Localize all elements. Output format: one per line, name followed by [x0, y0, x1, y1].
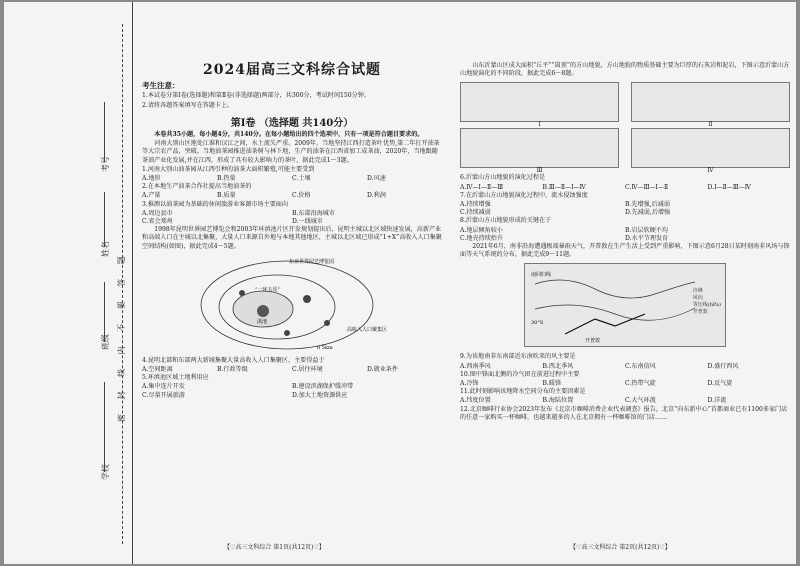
- cluster-dot: [303, 295, 311, 303]
- name-label: 姓名: [101, 241, 110, 257]
- option: D.风速: [367, 175, 386, 183]
- question: 11.此时刻影响该地降水空间分布的主要因素是: [460, 388, 586, 396]
- isobar: [535, 305, 695, 320]
- block-label: Ⅱ: [708, 121, 713, 129]
- seal-border: [132, 2, 133, 564]
- question: 4.昆明北部和东部两大新城集聚大量高收入人口集聚区，主要得益于: [142, 356, 325, 364]
- option: C.土壤: [292, 175, 311, 183]
- seal-warning: 密 封 线 内 不 要 答 题: [117, 250, 126, 422]
- option: A.集中连片开发: [142, 383, 185, 391]
- option: D.先减弱,后增强: [625, 209, 671, 217]
- question: 2.在本地生产油茶合作社提高当地油茶的: [142, 183, 252, 191]
- diagram-label: 0 5km: [317, 344, 333, 351]
- option: D.加大土地资源供应: [292, 391, 348, 399]
- legend-item: 开普敦: [692, 309, 708, 316]
- passage: 河南大别山区地处江淮和汉江之间，水土流失严重。2009年，当地坚持江西打造茶叶优势,第二年打开油茶等大宗农产品，突破。当地油茶园推进油茶树与林下地，生产的油茶在江西省加工成茶油，2020年，当地跟随茶油产业化发展,并在江西，形成了具有较大影响力的茶叶，据此完成1～3题。: [142, 140, 440, 164]
- question: 1.河南大别山油茶园从江西引种的油茶大面积繁殖,可能主要受到: [142, 165, 315, 173]
- lake-mark: [257, 305, 269, 317]
- seal-strip: [4, 2, 132, 564]
- option: C.地壳持续抬升: [460, 234, 503, 242]
- map-label: 南回归线: [531, 272, 552, 279]
- option: D.水平节理发育: [625, 234, 669, 242]
- option: D.利润: [367, 192, 386, 200]
- question: 7.在沂蒙山方山地貌演化过程中，流水侵蚀强度: [460, 191, 588, 199]
- page-2-column: [460, 62, 790, 423]
- option: D.Ⅰ—Ⅱ—Ⅲ—Ⅳ: [707, 183, 751, 191]
- option: D.洋流: [707, 397, 727, 405]
- block-diagram-4: [631, 128, 790, 175]
- isobar: [535, 280, 695, 298]
- option: B.Ⅲ—Ⅱ—Ⅰ—Ⅳ: [542, 183, 586, 191]
- notice-heading: 考生注意：: [142, 81, 180, 91]
- options: [142, 192, 442, 200]
- school-label: 学校: [101, 464, 110, 480]
- option: B.质量: [217, 192, 236, 200]
- question: 8.沂蒙山方山地貌形成的关键在于: [460, 217, 552, 225]
- block-label: Ⅰ: [538, 121, 541, 129]
- block-label: Ⅳ: [707, 167, 714, 175]
- passage: 2021年6月，南非沿海遭遇极端暴雨天气，开普敦在生产生活上受到严重影响，下图示意6月28日某时刻南非风场与锋面等天气系统的分布，据此完成9～11题。: [460, 243, 790, 259]
- cluster-dot: [324, 320, 330, 326]
- map-label: 30°S: [531, 320, 544, 327]
- diagram-label: “一环五星”: [255, 286, 281, 293]
- exam-title: 2024届高三文科综合试题: [203, 62, 381, 78]
- page-footer-2: 【♡高三文科综合 第2页(共12页)♡】: [570, 544, 671, 551]
- map-legend: [693, 288, 721, 316]
- option: C.价格: [292, 192, 311, 200]
- options: [460, 201, 790, 217]
- cluster-dot: [284, 330, 290, 336]
- section-heading: 第Ⅰ卷 （选择题 共140分）: [230, 117, 354, 129]
- options: [460, 363, 790, 371]
- option: D.就业条件: [367, 366, 398, 374]
- school-line: [104, 382, 105, 472]
- question: 9.为该地南非东南部近东南吹来的风主要是: [460, 353, 576, 361]
- option: C.持续减弱: [460, 209, 491, 217]
- cluster-dot: [239, 290, 245, 296]
- block-diagram-3: [460, 128, 619, 175]
- option: A.纬度位置: [460, 397, 491, 405]
- option: A.空间距离: [142, 366, 173, 374]
- option: D.反气旋: [707, 380, 733, 388]
- class-line: [104, 282, 105, 342]
- cold-front: [565, 314, 645, 334]
- option: B.海陆位置: [542, 397, 574, 405]
- diagram-label: 滇池: [257, 318, 268, 325]
- option: A.产量: [142, 192, 161, 200]
- diagram-label: 高收入人口聚集区: [347, 326, 387, 333]
- block-diagram-1: [460, 82, 619, 129]
- option: C.热带气旋: [625, 380, 656, 388]
- page-1-column: [142, 14, 442, 400]
- city-diagram-svg: [197, 253, 387, 353]
- option: A.Ⅳ—Ⅰ—Ⅱ—Ⅲ: [460, 183, 504, 191]
- notice-line: 2.请将各题答案填写在答题卡上。: [142, 101, 234, 109]
- option: B.行政等级: [217, 366, 248, 374]
- legend-item: 等压线(hPa): [692, 302, 721, 309]
- weather-map: [524, 263, 726, 347]
- options: [142, 383, 442, 399]
- block-diagram-2: [631, 82, 790, 129]
- option: B.先增强,后减弱: [625, 201, 670, 209]
- passage: 山东沂蒙山区成大面积“丘平”“崮顶”的方山地貌，方山地貌的物质基础主要为巨厚的石灰岩和泥岩，下图示意沂蒙山方山地貌演化的不同阶段，据此完成6～8题。: [460, 62, 790, 78]
- option: B.热量: [217, 175, 236, 183]
- city-diagram: [197, 253, 387, 353]
- option: A.地层倾角较小: [460, 226, 503, 234]
- option: D.一线城市: [292, 218, 323, 226]
- option: A.周边县市: [142, 209, 173, 217]
- option: A.持续增强: [460, 201, 491, 209]
- option: A.冷锋: [460, 380, 479, 388]
- option: B.暖锋: [542, 380, 562, 388]
- notice-line: 1.本试卷分第Ⅰ卷(选择题)和第Ⅱ卷(非选择题)两部分，共300分，考试时间150分钟。: [142, 92, 370, 100]
- block-label: Ⅲ: [536, 167, 543, 175]
- options: [142, 210, 442, 226]
- exam-no-label: 考号: [101, 156, 110, 172]
- option: C.省会郑州: [142, 218, 173, 226]
- option: B.西北季风: [542, 362, 574, 370]
- legend-item: 冷锋: [692, 288, 703, 295]
- option: A.西南季风: [460, 362, 491, 370]
- option: C.大气环流: [625, 397, 656, 405]
- legend-item: 风向: [692, 295, 703, 302]
- option: C.居住环境: [292, 366, 323, 374]
- options: [142, 175, 442, 183]
- diagram-label: 东亚世界园艺博览园: [289, 258, 335, 265]
- options: [460, 227, 790, 243]
- exam-sheet: [4, 2, 796, 564]
- section-intro: 本卷共35小题，每小题4分，共140分。在每小题给出的四个选项中，只有一项是符合题目要求的。: [154, 131, 424, 139]
- option: C.Ⅳ—Ⅲ—Ⅰ—Ⅱ: [625, 183, 669, 191]
- exam-no-line: [104, 102, 105, 162]
- option: A.地形: [142, 175, 161, 183]
- question: 6.沂蒙山方山地貌的演化过程是: [460, 174, 546, 182]
- option: D.盛行西风: [707, 362, 739, 370]
- page-footer-1: 【♡高三文科综合 第1页(共12页)♡】: [224, 544, 325, 551]
- map-label: 开普敦: [585, 338, 601, 345]
- option: B.东部沿海城市: [292, 209, 335, 217]
- option: B.建设滨湖保护缓冲带: [292, 383, 354, 391]
- question: 10.图中锋面北侧的冷气团在前进过程中主要: [460, 370, 580, 378]
- option: C.尽量开展旅游: [142, 391, 185, 399]
- passage: 1998年昆明世界园艺博览会和2003年环滇池片区开发规划提出后，昆明主城以北区域快速发展，高新产业和高端人口在主城以北集聚，大量人口来源自外地与本地其他地区，主城以北区域已形成“1+X”高收入人口集聚空间结构(如图)，据此完成4～5题。: [142, 226, 442, 250]
- options: [460, 397, 790, 405]
- class-label: 班级: [101, 334, 110, 350]
- landform-blocks: [460, 82, 790, 175]
- question: 5.环滇池区域土地利用应: [142, 374, 209, 382]
- option: B.岩层软硬不均: [625, 226, 668, 234]
- question: 12.北京咖啡行业协会2023年发布《北京市咖啡消费企业代表调查》报告，北京“向东新中心”首都商业已有1100多家门店的任意一家购买一杯咖啡，也越来越多的人在北京拥有一杯咖啡馆的门店……: [460, 405, 788, 421]
- name-line: [104, 192, 105, 247]
- options: [460, 184, 790, 192]
- option: C.东南信风: [625, 362, 656, 370]
- question: 3.推测以油茶园为基础的休闲旅游业客源市场主要面向: [142, 200, 288, 208]
